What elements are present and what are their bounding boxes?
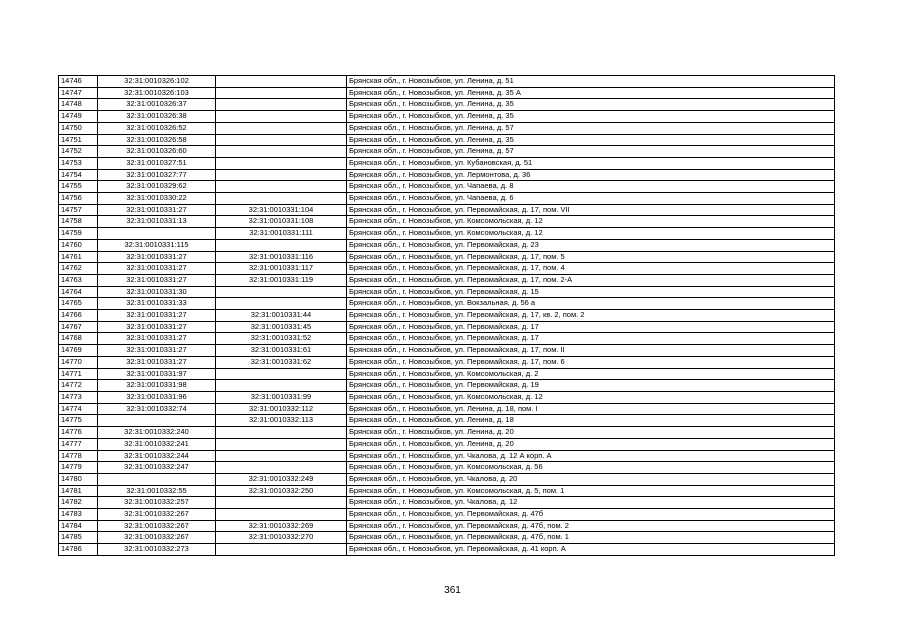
table-row [59,157,835,169]
premises-cadastral-number-cell [216,239,347,251]
row-number-cell: 14773 [59,391,98,403]
address-cell: Брянская обл., г. Новозыбков, ул. Ленина, д. 51 [347,76,835,88]
cadastral-number-cell: 32:31:0010327:51 [98,157,216,169]
row-number-cell: 14768 [59,333,98,345]
address-cell: Брянская обл., г. Новозыбков, ул. Ленина, д. 35 [347,111,835,123]
address-cell: Брянская обл., г. Новозыбков, ул. Первомайская, д. 17 [347,333,835,345]
address-cell: Брянская обл., г. Новозыбков, ул. Чапаева, д. 6 [347,193,835,205]
row-number-cell: 14777 [59,438,98,450]
premises-cadastral-number-cell [216,438,347,450]
address-cell: Брянская обл., г. Новозыбков, ул. Кубановская, д. 51 [347,157,835,169]
cadastral-number-cell: 32:31:0010332:267 [98,532,216,544]
row-number-cell: 14748 [59,99,98,111]
table-row [59,251,835,263]
row-number-cell: 14752 [59,146,98,158]
address-cell: Брянская обл., г. Новозыбков, ул. Первомайская, д. 17 [347,321,835,333]
address-cell: Брянская обл., г. Новозыбков, ул. Чапаева, д. 8 [347,181,835,193]
address-cell: Брянская обл., г. Новозыбков, ул. Ленина, д. 57 [347,146,835,158]
table-row [59,356,835,368]
table-row [59,427,835,439]
cadastral-number-cell: 32:31:0010331:27 [98,263,216,275]
premises-cadastral-number-cell [216,134,347,146]
cadastral-number-cell: 32:31:0010331:27 [98,251,216,263]
address-cell: Брянская обл., г. Новозыбков, ул. Первомайская, д. 15 [347,286,835,298]
premises-cadastral-number-cell [216,509,347,521]
table-row [59,462,835,474]
table-row [59,450,835,462]
row-number-cell: 14769 [59,345,98,357]
premises-cadastral-number-cell: 32:31:0010331:108 [216,216,347,228]
cadastral-number-cell: 32:31:0010331:27 [98,321,216,333]
address-cell: Брянская обл., г. Новозыбков, ул. Первомайская, д. 17, пом. 2-А [347,274,835,286]
row-number-cell: 14764 [59,286,98,298]
premises-cadastral-number-cell [216,111,347,123]
row-number-cell: 14762 [59,263,98,275]
premises-cadastral-number-cell [216,462,347,474]
premises-cadastral-number-cell: 32:31:0010331:62 [216,356,347,368]
premises-cadastral-number-cell: 32:31:0010331:44 [216,310,347,322]
table-row [59,286,835,298]
address-cell: Брянская обл., г. Новозыбков, ул. Ленина, д. 18 [347,415,835,427]
premises-cadastral-number-cell [216,380,347,392]
cadastral-number-cell: 32:31:0010326:58 [98,134,216,146]
address-cell: Брянская обл., г. Новозыбков, ул. Ленина, д. 20 [347,427,835,439]
table-row [59,544,835,556]
table-row [59,438,835,450]
page-number: 361 [444,585,461,596]
row-number-cell: 14747 [59,87,98,99]
cadastral-number-cell: 32:31:0010332:273 [98,544,216,556]
cadastral-number-cell: 32:31:0010326:103 [98,87,216,99]
row-number-cell: 14785 [59,532,98,544]
address-cell: Брянская обл., г. Новозыбков, ул. Ленина, д. 18, пом. I [347,403,835,415]
table-row [59,193,835,205]
row-number-cell: 14751 [59,134,98,146]
table-row [59,368,835,380]
table-row [59,321,835,333]
premises-cadastral-number-cell: 32:31:0010331:45 [216,321,347,333]
cadastral-number-cell: 32:31:0010331:115 [98,239,216,251]
premises-cadastral-number-cell: 32:31:0010332:112 [216,403,347,415]
table-row [59,76,835,88]
cadastral-number-cell: 32:31:0010331:97 [98,368,216,380]
cadastral-number-cell [98,415,216,427]
cadastral-number-cell: 32:31:0010331:27 [98,345,216,357]
cadastral-number-cell: 32:31:0010332:267 [98,509,216,521]
premises-cadastral-number-cell: 32:31:0010331:116 [216,251,347,263]
premises-cadastral-number-cell [216,169,347,181]
cadastral-number-cell: 32:31:0010331:27 [98,356,216,368]
table-row [59,99,835,111]
premises-cadastral-number-cell [216,87,347,99]
table-row [59,263,835,275]
premises-cadastral-number-cell: 32:31:0010331:111 [216,228,347,240]
premises-cadastral-number-cell [216,122,347,134]
table-row [59,216,835,228]
premises-cadastral-number-cell: 32:31:0010331:117 [216,263,347,275]
cadastral-number-cell: 32:31:0010331:98 [98,380,216,392]
address-cell: Брянская обл., г. Новозыбков, ул. Лермонтова, д. 36 [347,169,835,181]
row-number-cell: 14756 [59,193,98,205]
table-body [59,76,835,556]
cadastral-number-cell: 32:31:0010331:27 [98,204,216,216]
table-row [59,509,835,521]
address-cell: Брянская обл., г. Новозыбков, ул. Первомайская, д. 47б [347,509,835,521]
address-cell: Брянская обл., г. Новозыбков, ул. Комсомольская, д. 5, пом. 1 [347,485,835,497]
table-row [59,146,835,158]
premises-cadastral-number-cell: 32:31:0010331:61 [216,345,347,357]
table-row [59,520,835,532]
cadastral-number-cell: 32:31:0010327:77 [98,169,216,181]
table-row [59,204,835,216]
row-number-cell: 14772 [59,380,98,392]
cadastral-number-cell: 32:31:0010330:22 [98,193,216,205]
cadastral-number-cell: 32:31:0010332:241 [98,438,216,450]
cadastral-number-cell: 32:31:0010332:240 [98,427,216,439]
address-cell: Брянская обл., г. Новозыбков, ул. Первомайская, д. 19 [347,380,835,392]
premises-cadastral-number-cell [216,157,347,169]
table-row [59,415,835,427]
table-row [59,122,835,134]
cadastral-number-cell: 32:31:0010332:267 [98,520,216,532]
row-number-cell: 14775 [59,415,98,427]
address-cell: Брянская обл., г. Новозыбков, ул. Ленина, д. 35 А [347,87,835,99]
table-row [59,333,835,345]
address-cell: Брянская обл., г. Новозыбков, ул. Комсомольская, д. 12 [347,216,835,228]
table-row [59,111,835,123]
row-number-cell: 14746 [59,76,98,88]
address-cell: Брянская обл., г. Новозыбков, ул. Первомайская, д. 47б, пом. 1 [347,532,835,544]
address-cell: Брянская обл., г. Новозыбков, ул. Вокзальная, д. 56 а [347,298,835,310]
row-number-cell: 14753 [59,157,98,169]
row-number-cell: 14761 [59,251,98,263]
table-row [59,239,835,251]
row-number-cell: 14759 [59,228,98,240]
premises-cadastral-number-cell: 32:31:0010331:104 [216,204,347,216]
premises-cadastral-number-cell [216,450,347,462]
table-row [59,391,835,403]
address-cell: Брянская обл., г. Новозыбков, ул. Комсомольская, д. 56 [347,462,835,474]
premises-cadastral-number-cell: 32:31:0010332:269 [216,520,347,532]
premises-cadastral-number-cell: 32:31:0010332:113 [216,415,347,427]
address-cell: Брянская обл., г. Новозыбков, ул. Первомайская, д. 23 [347,239,835,251]
row-number-cell: 14780 [59,473,98,485]
row-number-cell: 14783 [59,509,98,521]
row-number-cell: 14754 [59,169,98,181]
address-cell: Брянская обл., г. Новозыбков, ул. Первомайская, д. 17, пом. 6 [347,356,835,368]
premises-cadastral-number-cell [216,193,347,205]
row-number-cell: 14778 [59,450,98,462]
row-number-cell: 14781 [59,485,98,497]
premises-cadastral-number-cell: 32:31:0010331:52 [216,333,347,345]
premises-cadastral-number-cell [216,146,347,158]
cadastral-number-cell: 32:31:0010326:60 [98,146,216,158]
address-cell: Брянская обл., г. Новозыбков, ул. Первомайская, д. 47б, пом. 2 [347,520,835,532]
address-cell: Брянская обл., г. Новозыбков, ул. Ленина, д. 35 [347,99,835,111]
address-cell: Брянская обл., г. Новозыбков, ул. Первомайская, д. 17, кв. 2, пом. 2 [347,310,835,322]
address-cell: Брянская обл., г. Новозыбков, ул. Первомайская, д. 17, пом. II [347,345,835,357]
table-row [59,497,835,509]
address-cell: Брянская обл., г. Новозыбков, ул. Первомайская, д. 17, пом. 5 [347,251,835,263]
table-row [59,403,835,415]
cadastral-number-cell: 32:31:0010326:102 [98,76,216,88]
premises-cadastral-number-cell: 32:31:0010331:99 [216,391,347,403]
premises-cadastral-number-cell [216,544,347,556]
row-number-cell: 14765 [59,298,98,310]
premises-cadastral-number-cell [216,298,347,310]
premises-cadastral-number-cell: 32:31:0010332:270 [216,532,347,544]
address-cell: Брянская обл., г. Новозыбков, ул. Ленина, д. 20 [347,438,835,450]
premises-cadastral-number-cell: 32:31:0010332:249 [216,473,347,485]
table-row [59,310,835,322]
row-number-cell: 14760 [59,239,98,251]
cadastral-number-cell: 32:31:0010331:27 [98,333,216,345]
row-number-cell: 14763 [59,274,98,286]
table-row [59,298,835,310]
cadastral-number-cell: 32:31:0010329:62 [98,181,216,193]
row-number-cell: 14755 [59,181,98,193]
row-number-cell: 14786 [59,544,98,556]
address-cell: Брянская обл., г. Новозыбков, ул. Ленина, д. 35 [347,134,835,146]
cadastral-number-cell: 32:31:0010332:247 [98,462,216,474]
row-number-cell: 14767 [59,321,98,333]
address-cell: Брянская обл., г. Новозыбков, ул. Чкалова, д. 20 [347,473,835,485]
cadastral-number-cell: 32:31:0010331:33 [98,298,216,310]
cadastral-number-cell: 32:31:0010332:244 [98,450,216,462]
premises-cadastral-number-cell: 32:31:0010332:250 [216,485,347,497]
address-cell: Брянская обл., г. Новозыбков, ул. Чкалова, д. 12 А корп. А [347,450,835,462]
row-number-cell: 14774 [59,403,98,415]
property-table [58,75,835,556]
row-number-cell: 14779 [59,462,98,474]
cadastral-number-cell: 32:31:0010332:55 [98,485,216,497]
table-row [59,485,835,497]
address-cell: Брянская обл., г. Новозыбков, ул. Комсомольская, д. 12 [347,228,835,240]
row-number-cell: 14770 [59,356,98,368]
row-number-cell: 14758 [59,216,98,228]
row-number-cell: 14782 [59,497,98,509]
table-row [59,380,835,392]
cadastral-number-cell: 32:31:0010332:74 [98,403,216,415]
premises-cadastral-number-cell [216,99,347,111]
table-row [59,181,835,193]
cadastral-number-cell: 32:31:0010331:27 [98,310,216,322]
address-cell: Брянская обл., г. Новозыбков, ул. Ленина, д. 57 [347,122,835,134]
premises-cadastral-number-cell [216,427,347,439]
row-number-cell: 14776 [59,427,98,439]
premises-cadastral-number-cell [216,76,347,88]
table-row [59,169,835,181]
table-row [59,87,835,99]
cadastral-number-cell [98,228,216,240]
row-number-cell: 14757 [59,204,98,216]
table-row [59,228,835,240]
row-number-cell: 14766 [59,310,98,322]
address-cell: Брянская обл., г. Новозыбков, ул. Чкалова, д. 12 [347,497,835,509]
premises-cadastral-number-cell [216,286,347,298]
row-number-cell: 14784 [59,520,98,532]
cadastral-number-cell [98,473,216,485]
cadastral-number-cell: 32:31:0010331:96 [98,391,216,403]
address-cell: Брянская обл., г. Новозыбков, ул. Первомайская, д. 41 корп. А [347,544,835,556]
row-number-cell: 14749 [59,111,98,123]
premises-cadastral-number-cell [216,368,347,380]
table-row [59,473,835,485]
cadastral-number-cell: 32:31:0010326:38 [98,111,216,123]
cadastral-number-cell: 32:31:0010331:30 [98,286,216,298]
cadastral-number-cell: 32:31:0010331:13 [98,216,216,228]
premises-cadastral-number-cell [216,497,347,509]
address-cell: Брянская обл., г. Новозыбков, ул. Первомайская, д. 17, пом. VII [347,204,835,216]
cadastral-number-cell: 32:31:0010332:257 [98,497,216,509]
address-cell: Брянская обл., г. Новозыбков, ул. Комсомольская, д. 12 [347,391,835,403]
row-number-cell: 14771 [59,368,98,380]
table-row [59,532,835,544]
row-number-cell: 14750 [59,122,98,134]
cadastral-number-cell: 32:31:0010326:37 [98,99,216,111]
premises-cadastral-number-cell: 32:31:0010331:119 [216,274,347,286]
cadastral-number-cell: 32:31:0010326:52 [98,122,216,134]
table-row [59,345,835,357]
table-row [59,134,835,146]
cadastral-number-cell: 32:31:0010331:27 [98,274,216,286]
address-cell: Брянская обл., г. Новозыбков, ул. Комсомольская, д. 2 [347,368,835,380]
premises-cadastral-number-cell [216,181,347,193]
address-cell: Брянская обл., г. Новозыбков, ул. Первомайская, д. 17, пом. 4 [347,263,835,275]
table-row [59,274,835,286]
